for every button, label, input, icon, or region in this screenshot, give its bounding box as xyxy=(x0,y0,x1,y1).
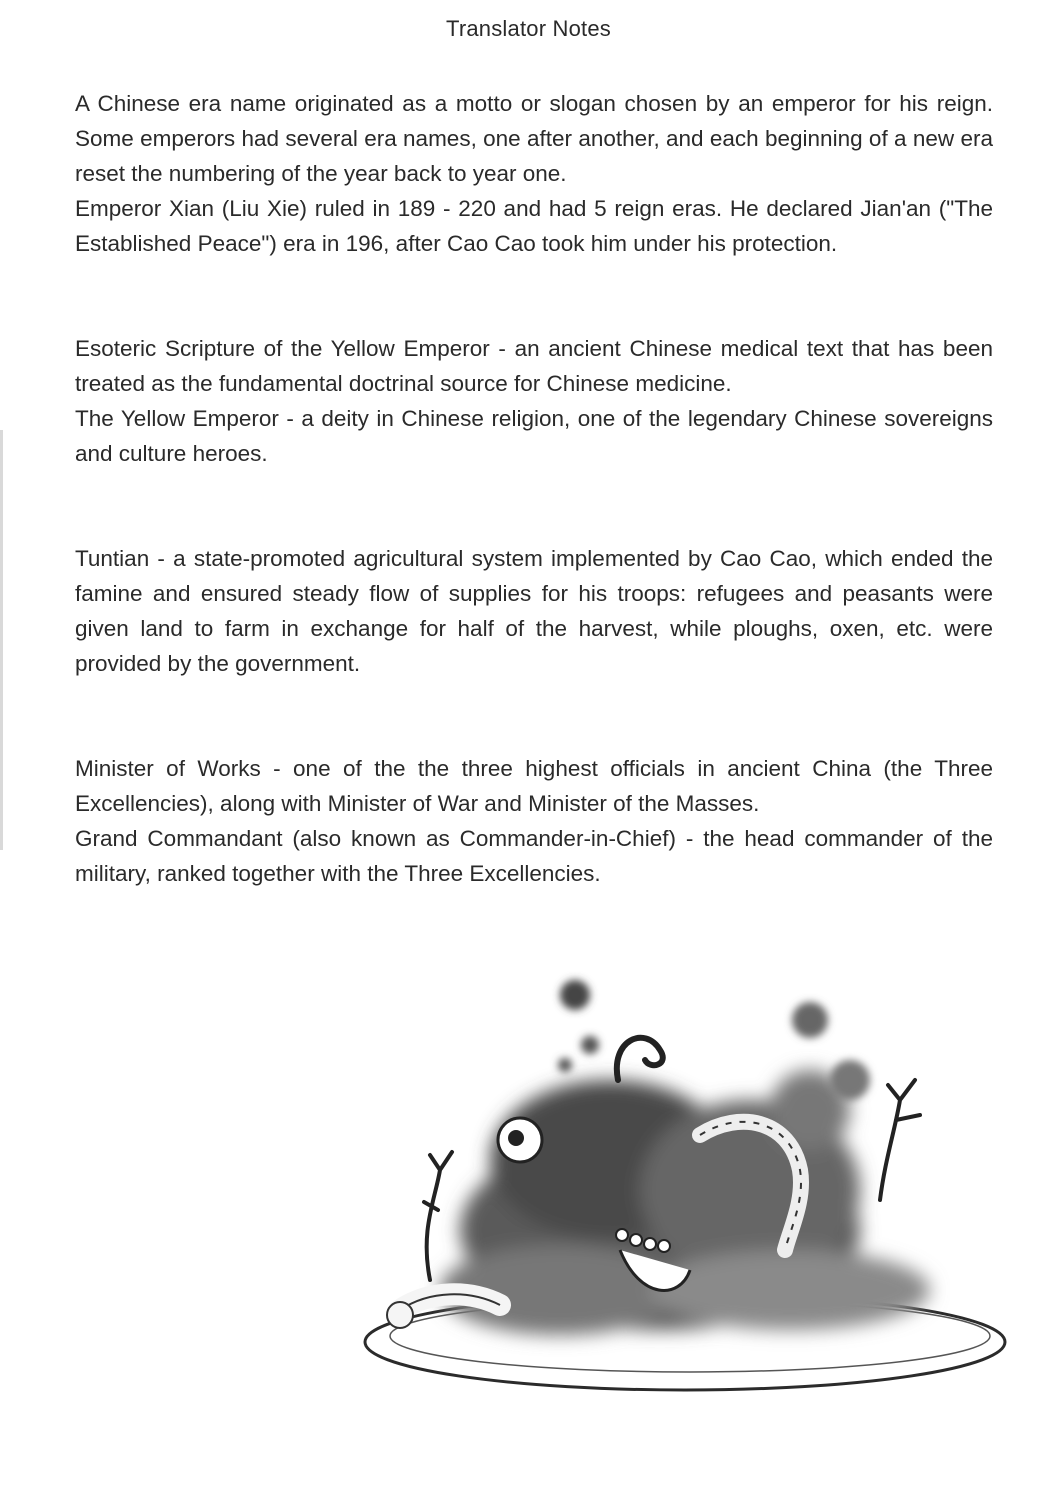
note-paragraph: A Chinese era name originated as a motto or slogan chosen by an emperor for his reign. Some emperors had several era names, one after another, and each beginning of a new era reset the numbering of the year back to year one. xyxy=(75,91,993,186)
page-title: Translator Notes xyxy=(446,16,611,41)
creature-antenna xyxy=(617,1038,663,1080)
note-tuntian xyxy=(75,541,993,681)
note-officials xyxy=(75,751,993,891)
cooked-creature-on-plate-illustration xyxy=(360,970,1010,1410)
notes-list xyxy=(75,86,993,891)
note-paragraph: Emperor Xian (Liu Xie) ruled in 189 - 220 and had 5 reign eras. He declared Jian'an ("The Established Peace") era in 196, after Cao Cao took him under his protection. xyxy=(75,196,993,256)
illustration-drawing xyxy=(360,970,1010,1410)
note-paragraph: Grand Commandant (also known as Commander-in-Chief) - the head commander of the military, ranked together with the Three Excellencies. xyxy=(75,826,993,886)
note-paragraph: Esoteric Scripture of the Yellow Emperor - an ancient Chinese medical text that has been treated as the fundamental doctrinal source for Chinese medicine. xyxy=(75,336,993,396)
note-paragraph: Tuntian - a state-promoted agricultural system implemented by Cao Cao, which ended the famine and ensured steady flow of supplies for his troops: refugees and peasants were given land to farm in exchange for half of the harvest, while ploughs, oxen, etc. were provided by the government. xyxy=(75,546,993,676)
note-era-names xyxy=(75,86,993,261)
creature-eye xyxy=(498,1118,542,1162)
left-claw xyxy=(424,1152,452,1280)
note-yellow-emperor xyxy=(75,331,993,471)
ink-wash-mass xyxy=(440,1070,930,1335)
page-edge-shadow xyxy=(0,430,3,850)
note-paragraph: Minister of Works - one of the the three highest officials in ancient China (the Three Excellencies), along with Minister of War and Minister of the Masses. xyxy=(75,756,993,816)
right-claw xyxy=(880,1080,920,1200)
note-paragraph: The Yellow Emperor - a deity in Chinese religion, one of the legendary Chinese sovereigns and culture heroes. xyxy=(75,406,993,466)
